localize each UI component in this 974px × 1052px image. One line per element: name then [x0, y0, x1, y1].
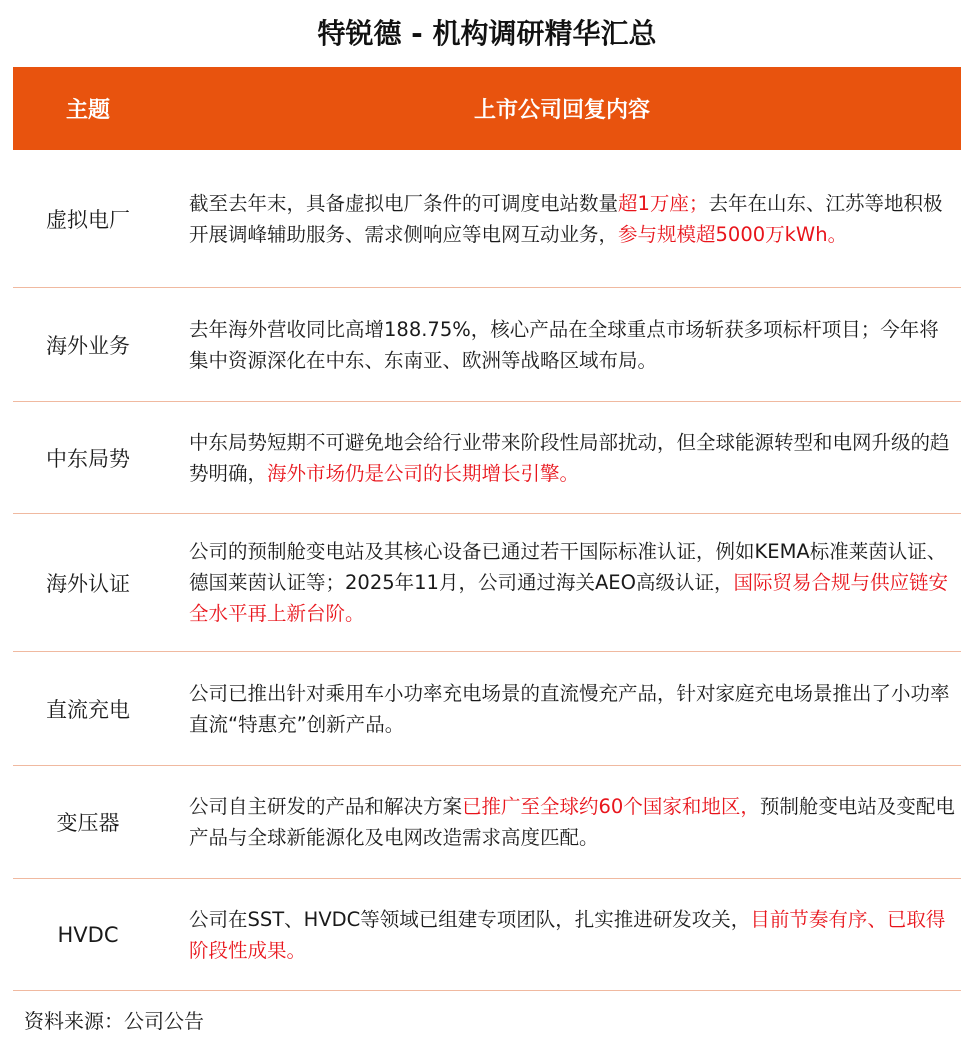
summary-table [13, 67, 961, 991]
page-title: 特锐德 - 机构调研精华汇总 [317, 17, 657, 50]
content-text: 去年在山东、江苏等地积极开展调峰辅助服务、需求侧响应等电网互动业务， [189, 191, 943, 246]
table-row [13, 766, 961, 879]
row-content [163, 678, 961, 740]
table-row [13, 652, 961, 766]
row-content [163, 188, 961, 250]
row-topic: 中东局势 [46, 446, 130, 471]
content-text: 公司在SST、HVDC等领域已组建专项团队，扎实推进研发攻关， [189, 907, 751, 931]
row-content [163, 536, 961, 629]
row-topic: 变压器 [56, 811, 120, 835]
highlight-text: 已推广至全球约60个国家和地区， [462, 795, 760, 818]
content-text: 公司已推出针对乘用车小功率充电场景的直流慢充产品，针对家庭充电场景推出了小功率直流“特惠充”创新产品。 [189, 681, 950, 736]
highlight-text: 超1万座； [618, 191, 709, 215]
content-text: 去年海外营收同比高增188.75%，核心产品在全球重点市场斩获多项标杆项目；今年将集中资源深化在中东、东南亚、欧洲等战略区域布局。 [189, 317, 939, 372]
source-note: 资料来源：公司公告 [24, 1009, 204, 1033]
table-row [13, 402, 961, 514]
header-topic: 主题 [65, 98, 110, 123]
table-body [13, 150, 961, 991]
header-content: 上市公司回复内容 [473, 98, 650, 123]
content-text: 中东局势短期不可避免地会给行业带来阶段性局部扰动，但全球能源转型和电网升级的趋势明确， [189, 430, 950, 485]
row-topic: 直流充电 [46, 697, 130, 722]
highlight-text: 参与规模超5000万kWh。 [618, 222, 848, 246]
row-topic: 海外认证 [46, 571, 130, 596]
content-text: 截至去年末，具备虚拟电厂条件的可调度电站数量 [189, 191, 619, 215]
content-text: 预制舱变电站及变配电产品与全球新能源化及电网改造需求高度匹配。 [189, 795, 955, 849]
row-content [163, 904, 961, 966]
content-text: 公司的预制舱变电站及其核心设备已通过若干国际标准认证，例如KEMA标准莱茵认证、德国莱茵认证等；2025年11月，公司通过海关AEO高级认证， [189, 540, 947, 594]
table-row [13, 879, 961, 991]
content-text: 公司自主研发的产品和解决方案 [189, 795, 463, 818]
row-topic: HVDC [57, 922, 119, 947]
table-row [13, 150, 961, 288]
row-content [163, 427, 961, 489]
row-topic: 海外业务 [46, 333, 130, 358]
highlight-text: 海外市场仍是公司的长期增长引擎。 [267, 461, 580, 485]
row-topic: 虚拟电厂 [46, 207, 130, 232]
row-content [163, 791, 961, 853]
highlight-text: 目前节奏有序、已取得阶段性成果。 [189, 907, 946, 962]
table-header [13, 67, 961, 150]
row-content [163, 314, 961, 376]
table-row [13, 514, 961, 652]
table-row [13, 288, 961, 402]
highlight-text: 国际贸易合规与供应链安全水平再上新台阶。 [189, 571, 948, 625]
